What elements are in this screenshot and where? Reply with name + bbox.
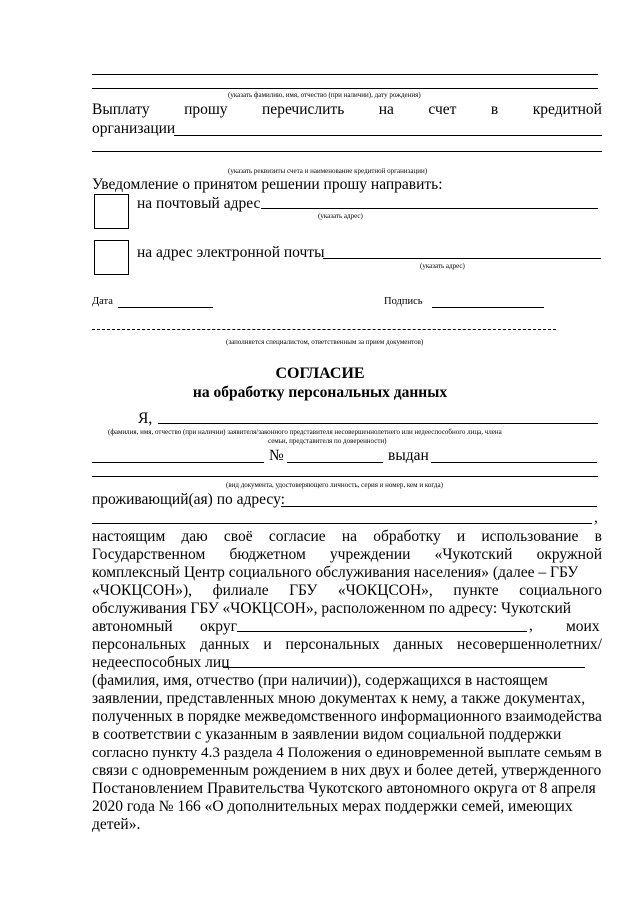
consent-p2-line-7: Постановлением Правительства Чукотского автономного округа от 8 апреля — [92, 780, 596, 797]
consent-p1-line-7: персональных данных и персональных данных несовершеннолетних/ — [92, 636, 602, 653]
consent-p1-line-3: комплексный Центр социального обслуживания населения» (далее – ГБУ — [92, 564, 579, 581]
consent-p1-line-5: обслуживания ГБУ «ЧОКЦСОН», расположенном по адресу: Чукотский — [92, 600, 572, 617]
consent-p2-line-8: 2020 года № 166 «О дополнительных мерах поддержки семей, имеющих — [92, 798, 573, 815]
consent-p2-line-5: согласно пункту 4.3 раздела 4 Положения о единовременной выплате семьям в — [92, 744, 602, 761]
bank-details-field[interactable] — [92, 151, 602, 152]
consent-p2-line-4: в соответствии с указанным в заявлении видом социальной поддержки — [92, 726, 562, 743]
i-label: Я, — [138, 410, 153, 427]
consent-p1-line-6-b: округ — [200, 618, 237, 635]
bank-org-field[interactable] — [174, 135, 602, 136]
postal-caption: (указать адрес) — [318, 212, 363, 220]
district-comma: , — [529, 617, 533, 634]
address-comma: , — [594, 509, 598, 526]
date-field[interactable] — [118, 307, 213, 308]
consent-title: СОГЛАСИЕ — [275, 365, 365, 382]
consent-p2-line-2: заявлении, представленных мною документах к нему, а также документах, — [92, 690, 586, 707]
postal-label: на почтовый адрес — [137, 195, 261, 212]
consent-p2-line-3: полученных в порядке межведомственного информационного взаимодейства — [92, 708, 602, 725]
doc-type-field[interactable] — [92, 462, 264, 463]
consent-p1-line-2: Государственном бюджетном учреждении «Чукотский окружной — [92, 546, 602, 563]
consent-p1-line-1: настоящим даю своё согласие на обработку и использование в — [92, 528, 602, 545]
postal-address-field[interactable] — [261, 208, 598, 209]
consent-p2-line-9: детей». — [92, 816, 141, 833]
doc-issued-field[interactable] — [431, 462, 597, 463]
address-field-2[interactable] — [92, 523, 592, 524]
specialist-divider — [92, 329, 556, 330]
consent-p1-line-8: недееспособных лиц — [92, 654, 230, 671]
payment-line-2-label: организации — [92, 120, 176, 137]
i-caption-2: семьи, представителя по доверенности) — [268, 437, 387, 445]
email-address-field[interactable] — [323, 258, 601, 259]
sign-field[interactable] — [432, 307, 544, 308]
applicant-line-1[interactable] — [92, 74, 598, 75]
doc-caption: (вид документа, удостоверяющего личность, серия и номер, кем и когда) — [226, 481, 443, 489]
specialist-caption: (заполняется специалистом, ответственным за прием документов) — [226, 338, 424, 346]
consent-subtitle: на обработку персональных данных — [192, 384, 448, 401]
notify-heading: Уведомление о принятом решении прошу направить: — [92, 176, 443, 193]
consent-p2-line-1: (фамилия, имя, отчество (при наличии)), содержащихся в настоящем — [92, 672, 548, 689]
email-checkbox[interactable] — [94, 240, 129, 275]
address-field-1[interactable] — [281, 506, 597, 507]
consent-p1-line-6-a: автономный — [92, 618, 173, 635]
email-label: на адрес электронной почты — [137, 244, 325, 261]
doc-issued-field-2[interactable] — [92, 476, 598, 477]
residing-label: проживающий(ая) по адресу: — [92, 491, 285, 508]
consent-p2-line-6: связи с одновременным рождением в них двух и более детей, утвержденного — [92, 762, 602, 779]
number-sign: № — [269, 447, 284, 464]
applicant-caption: (указать фамилию, имя, отчество (при наличии), дату рождения) — [228, 91, 421, 99]
email-caption: (указать адрес) — [420, 262, 465, 270]
applicant-name-field[interactable] — [158, 423, 598, 424]
applicant-line-2[interactable] — [92, 88, 598, 89]
minor-name-field[interactable] — [223, 667, 585, 668]
doc-number-field[interactable] — [287, 462, 383, 463]
sign-label: Подпись — [384, 296, 423, 307]
date-label: Дата — [92, 296, 113, 307]
postal-checkbox[interactable] — [94, 194, 129, 229]
payment-caption: (указать реквизиты счета и наименование кредитной организации) — [228, 167, 428, 175]
i-caption-1: (фамилия, имя, отчество (при наличии) заявителя/законного представителя несовершеннолетнего или недееспособного лица, члена — [108, 428, 502, 436]
issued-label: выдан — [388, 447, 429, 464]
payment-line-1: Выплату прошу перечислить на счет в кредитной — [92, 101, 602, 118]
consent-p1-line-6-c: моих — [566, 618, 600, 635]
district-field[interactable] — [237, 631, 527, 632]
consent-p1-line-4: «ЧОКЦСОН»), филиале ГБУ «ЧОКЦСОН», пункте социального — [92, 582, 602, 599]
